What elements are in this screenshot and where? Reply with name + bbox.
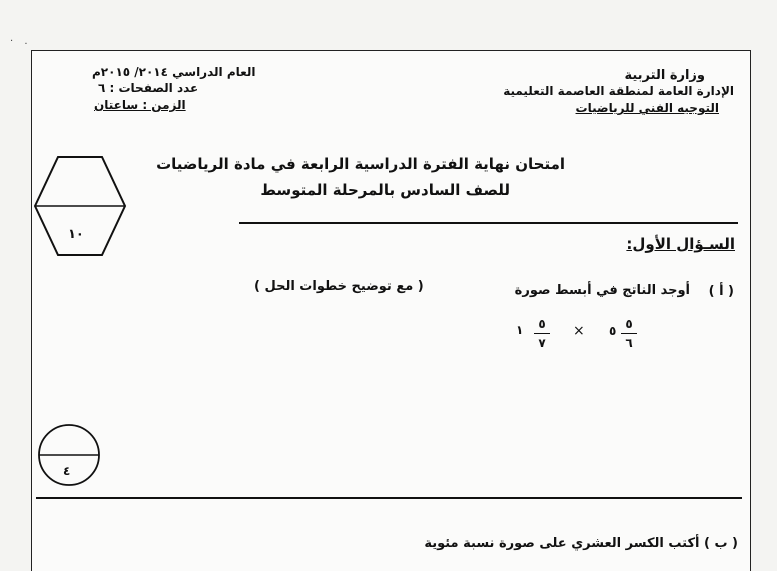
operand1-fraction xyxy=(621,317,637,350)
operand1-denominator: ٦ xyxy=(625,336,633,350)
part-a-label: ( أ ) xyxy=(708,284,734,299)
ministry-name: وزارة التربية xyxy=(624,68,705,83)
part-b-instruction: ( ب ) أكتب الكسر العشري على صورة نسبة مئوية xyxy=(424,536,738,551)
operand2-whole: ١ xyxy=(516,323,524,337)
operand1-whole: ٥ xyxy=(609,324,617,338)
exam-sheet xyxy=(31,50,751,571)
school-year: العام الدراسي ٢٠١٤/ ٢٠١٥م xyxy=(92,65,256,79)
title-rule xyxy=(239,222,738,224)
department-name: التوجيه الفني للرياضيات xyxy=(575,101,719,115)
solution-steps-note: ( مع توضيح خطوات الحل ) xyxy=(254,279,424,294)
operand2-fraction xyxy=(534,317,550,350)
part-a-instruction: أوجد الناتج في أبسط صورة xyxy=(514,283,690,298)
question1-heading: السـؤال الأول: xyxy=(626,235,735,253)
exam-duration: الزمن : ساعتان xyxy=(94,98,186,112)
operand2-denominator: ٧ xyxy=(538,336,546,350)
directorate-name: الإدارة العامة لمنطقة العاصمة التعليمية xyxy=(503,84,734,98)
operand1-numerator: ٥ xyxy=(625,317,633,331)
exam-subtitle: للصف السادس بالمرحلة المتوسط xyxy=(260,181,510,199)
circle-score-value: ٤ xyxy=(63,464,71,478)
page-count: عدد الصفحات : ٦ xyxy=(98,81,199,95)
scan-specks: · . xyxy=(10,36,32,47)
multiply-operator: × xyxy=(573,323,585,339)
math-expression xyxy=(508,315,648,361)
section-divider xyxy=(36,497,742,499)
hexagon-score-value: ١٠ xyxy=(68,227,84,242)
exam-title: امتحان نهاية الفترة الدراسية الرابعة في مادة الرياضيات xyxy=(156,155,565,173)
operand2-numerator: ٥ xyxy=(538,317,546,331)
